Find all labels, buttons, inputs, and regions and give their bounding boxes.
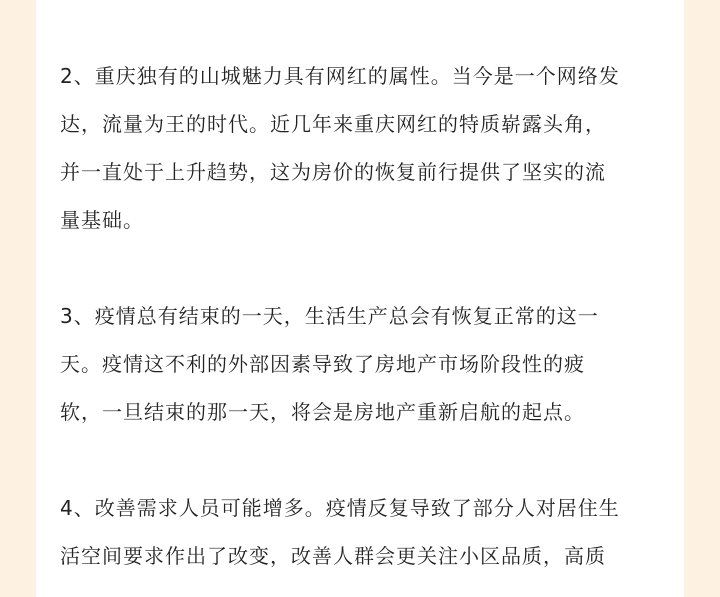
paragraph-line: 软，一旦结束的那一天，将会是房地产重新启航的起点。 [60,400,585,424]
paragraph-2 [60,52,660,244]
paragraph-line: 达，流量为王的时代。近几年来重庆网红的特质崭露头角， [60,112,606,136]
paragraph-3 [60,292,660,436]
article-page [36,0,684,597]
paragraph-line: 量基础。 [60,208,144,232]
paragraph-line: 3、疫情总有结束的一天，生活生产总会有恢复正常的这一 [60,304,599,328]
paragraph-line: 2、重庆独有的山城魅力具有网红的属性。当今是一个网络发 [60,64,620,88]
paragraph-line: 并一直处于上升趋势，这为房价的恢复前行提供了坚实的流 [60,160,606,184]
paragraph-4 [60,484,660,580]
paragraph-line: 4、改善需求人员可能增多。疫情反复导致了部分人对居住生 [60,496,620,520]
paragraph-line: 天。疫情这不利的外部因素导致了房地产市场阶段性的疲 [60,352,585,376]
paragraph-line: 活空间要求作出了改变，改善人群会更关注小区品质，高质 [60,544,606,568]
